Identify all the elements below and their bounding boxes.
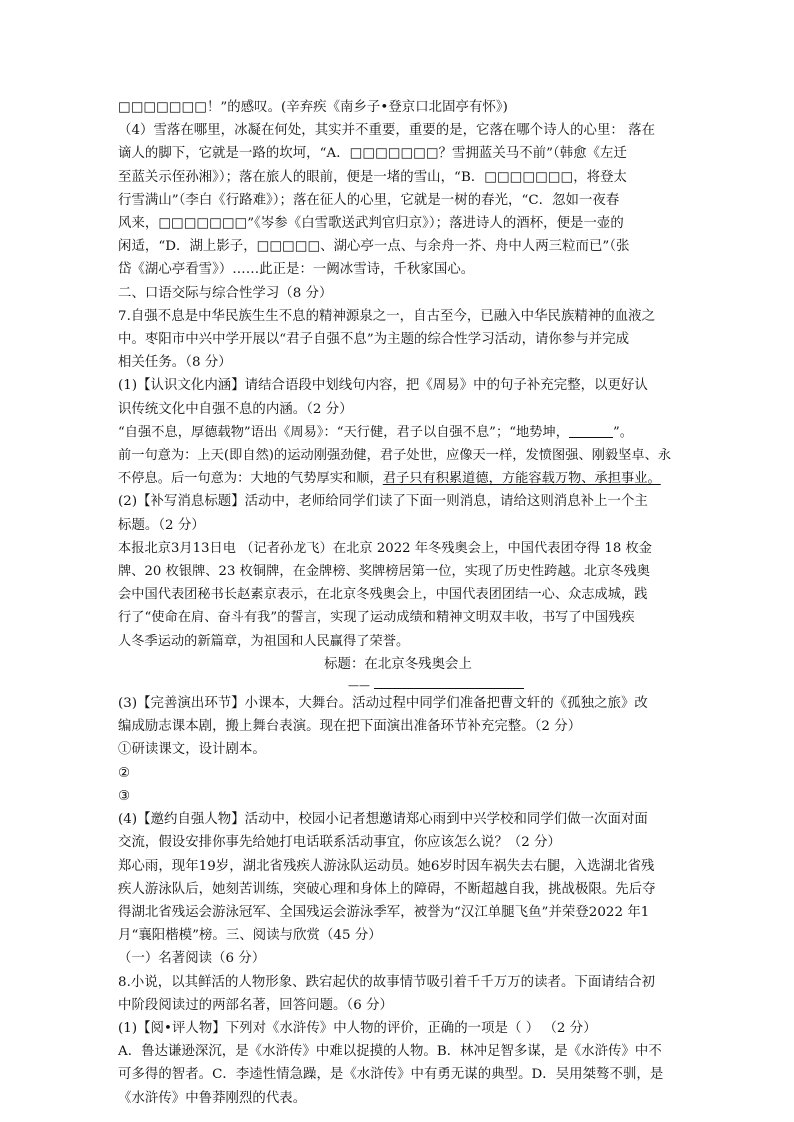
news-line: 行了“使命在肩、奋斗有我”的誓言，实现了运动成绩和精神文明双丰收，书写了中国残疾 <box>118 610 635 626</box>
subquestion-text: (2)【补写消息标题】活动中，老师给同学们读了下面一则消息，请给这则消息补上一个主 <box>118 494 648 510</box>
document-page <box>118 96 678 1110</box>
news-title-prompt: 标题：在北京冬残奥会上 <box>324 656 472 672</box>
subquestion-text: (4)【邀约自强人物】活动中，校园小记者想邀请郑心雨到中兴学校和同学们做一次面对面 <box>118 812 648 828</box>
subquestion-text: (1)【认识文化内涵】请结合语段中划线句内容，把《周易》中的句子补充完整，以更好认 <box>118 378 648 394</box>
subquestion-text: (3)【完善演出环节】小课本，大舞台。活动过程中同学们准备把曹文轩的《孤独之旅》改 <box>118 696 648 712</box>
text-line: 岱《湖心亭看雪》）……此正是：一阙冰雪诗，千秋家国心。 <box>118 262 475 278</box>
text-line: 风来，□□□□□□□”《岑参《白雪歌送武判官归京》）；落进诗人的酒杯，便是一壶的 <box>118 216 624 232</box>
text-line: 谪人的脚下，它就是一路的坎坷，“A．□□□□□□□？雪拥蓝关马不前”（韩愈《左迁 <box>118 146 627 162</box>
subquestion-text: (1)【阅•评人物】下列对《水浒传》中人物的评价，正确的一项是（ ） （2 分） <box>118 1020 597 1036</box>
option-text: A．鲁达谦逊深沉，是《水浒传》中难以捉摸的人物。B．林冲足智多谋，是《水浒传》中不 <box>118 1044 662 1060</box>
text-line: 行雪满山”（李白《行路难》）；落在征人的心里，它就是一树的春光，“C．忽如一夜春 <box>118 192 620 208</box>
text-line: 至蓝关示侄孙湘》）；落在旅人的眼前，便是一堵的雪山，“B．□□□□□□□，将登太 <box>118 169 627 185</box>
quote-line: 前一句意为：上天(即自然)的运动刚强劲健，君子处世，应像天一样，发愤图强、刚毅坚卓、永 <box>118 448 672 464</box>
news-line: 本报北京3月13日电 （记者孙龙飞）在北京 2022 年冬残奥会上，中国代表团夺得 18 枚金 <box>118 540 653 556</box>
subquestion-text: 编成励志课本剧，搬上舞台表演。现在把下面演出准备环节补充完整。（2 分） <box>118 719 582 735</box>
news-line: 人冬季运动的新篇章，为祖国和人民赢得了荣誉。 <box>118 633 410 649</box>
question-text: 相关任务。（8 分） <box>118 355 232 371</box>
step-item: ③ <box>118 788 131 804</box>
text-line: （4）雪落在哪里，冰凝在何处，其实并不重要，重要的是，它落在哪个诗人的心里： 落在 <box>118 123 656 139</box>
quote-part: 不停息。后一句意为：大地的气势厚实和顺， <box>118 471 383 487</box>
section-heading: （一）名著阅读（6 分） <box>118 951 266 967</box>
question-text: 中阶段阅读过的两部名著，回答问题。（6 分） <box>118 997 393 1013</box>
news-line: 会中国代表团秘书长赵素京表示，在北京冬残奥会上，中国代表团团结一心、众志成城，践 <box>118 587 648 603</box>
bio-text: 得湖北省残运会游泳冠军、全国残运会游泳季军，被誉为“汉江单腿飞鱼”并荣登2022 年1 <box>118 904 650 920</box>
option-text: 可多得的智者。C．李逵性情急躁，是《水浒传》中有勇无谋的典型。D．吴用桀骜不驯，是 <box>118 1067 664 1083</box>
option-text: 《水浒传》中鲁莽刚烈的代表。 <box>118 1090 307 1106</box>
news-line: 牌、20 枚银牌、23 枚铜牌，在金牌榜、奖牌榜居第一位，实现了历史性跨越。北京冬残奥 <box>118 564 651 580</box>
bio-text: 月“襄阳楷模”榜。三、阅读与欣赏（45 分） <box>118 928 382 944</box>
title-dash: —— <box>348 679 371 693</box>
section-heading: 二、口语交际与综合性学习（8 分） <box>118 285 333 301</box>
question-text: 中。枣阳市中兴中学开展以“君子自强不息”为主题的综合性学习活动，请你参与并完成 <box>118 332 630 348</box>
answer-blank[interactable] <box>569 423 613 438</box>
subquestion-text: 标题。（2 分） <box>118 517 205 533</box>
title-blank[interactable] <box>374 676 524 689</box>
underlined-sentence: 君子只有积累道德，方能容载万物、承担事业。 <box>382 471 661 487</box>
quote-line <box>118 421 678 444</box>
subquestion-text: 交流，假设安排你事先给她打电话联系活动事宜，你应该怎么说？（2 分） <box>118 835 561 851</box>
bio-text: 郑心雨，现年19岁，湖北省残疾人游泳队运动员。她6岁时因车祸失去右腿，入选湖北省残 <box>118 858 655 874</box>
subquestion-text: 识传统文化中自强不息的内涵。（2 分） <box>118 401 353 417</box>
step-item: ①研读课文，设计剧本。 <box>118 742 266 758</box>
quote-line <box>118 467 678 490</box>
title-answer-line[interactable] <box>118 676 678 692</box>
bio-text: 疾人游泳队后，她刻苦训练，突破心理和身体上的障碍，不断超越自我，挑战极限。先后夺 <box>118 881 656 897</box>
text-line: □□□□□□□！”的感叹。(辛弃疾《南乡子•登京口北固亭有怀》) <box>118 100 508 115</box>
question-text: 7.自强不息是中华民族生生不息的精神源泉之一，自古至今，已融入中华民族精神的血液之 <box>118 308 656 324</box>
text-line: 闲适，“D．湖上影子，□□□□□、湖心亭一点、与余舟一芥、舟中人两三粒而已”（张 <box>118 239 630 255</box>
quote-part: “自强不息，厚德载物”语出《周易》：“天行健，君子以自强不息”；“地势坤， <box>118 424 569 440</box>
step-item: ② <box>118 765 131 781</box>
quote-part: ”。 <box>612 424 633 440</box>
question-text: 8.小说，以其鲜活的人物形象、跌宕起伏的故事情节吸引着千千万万的读者。下面请结合初 <box>118 974 656 990</box>
